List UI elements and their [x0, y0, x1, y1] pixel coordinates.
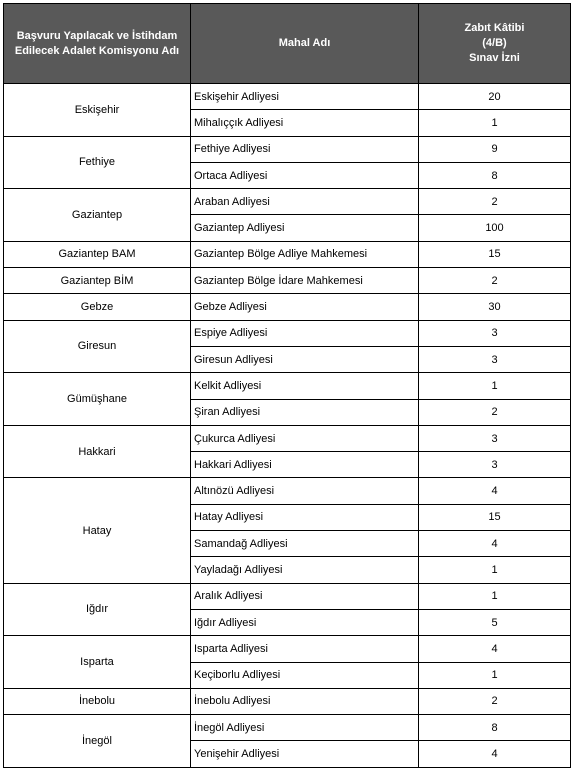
permission-count-cell: 20 [419, 84, 571, 110]
location-cell: Altınözü Adliyesi [191, 478, 419, 504]
location-cell: Gaziantep Adliyesi [191, 215, 419, 241]
permission-count-cell: 3 [419, 452, 571, 478]
table-row [4, 294, 571, 320]
location-cell: Isparta Adliyesi [191, 636, 419, 662]
location-cell: Hatay Adliyesi [191, 504, 419, 530]
permission-count-cell: 15 [419, 241, 571, 267]
location-cell: Fethiye Adliyesi [191, 136, 419, 162]
permission-count-cell: 1 [419, 557, 571, 583]
location-cell: Aralık Adliyesi [191, 583, 419, 609]
location-cell: İnegöl Adliyesi [191, 715, 419, 741]
table-row [4, 688, 571, 714]
location-cell: Yayladağı Adliyesi [191, 557, 419, 583]
permission-count-cell: 1 [419, 583, 571, 609]
table-row [4, 136, 571, 162]
header-permission: Zabıt Kâtibi (4/B) Sınav İzni [419, 4, 571, 84]
permission-count-cell: 4 [419, 741, 571, 767]
commission-cell: Gümüşhane [4, 373, 191, 426]
permission-count-cell: 3 [419, 346, 571, 372]
commission-cell: Hakkari [4, 425, 191, 478]
commission-cell: Gaziantep [4, 189, 191, 242]
location-cell: Espiye Adliyesi [191, 320, 419, 346]
location-cell: Samandağ Adliyesi [191, 531, 419, 557]
table-row [4, 478, 571, 504]
table-row [4, 583, 571, 609]
location-cell: Şiran Adliyesi [191, 399, 419, 425]
location-cell: Yenişehir Adliyesi [191, 741, 419, 767]
table-body [4, 84, 571, 768]
location-cell: Gaziantep Bölge İdare Mahkemesi [191, 268, 419, 294]
permission-count-cell: 1 [419, 373, 571, 399]
location-cell: Araban Adliyesi [191, 189, 419, 215]
permission-count-cell: 2 [419, 268, 571, 294]
commission-cell: Gebze [4, 294, 191, 320]
permission-count-cell: 3 [419, 425, 571, 451]
location-cell: Gebze Adliyesi [191, 294, 419, 320]
commission-cell: İnegöl [4, 715, 191, 768]
permission-count-cell: 15 [419, 504, 571, 530]
table-row [4, 268, 571, 294]
table-row [4, 715, 571, 741]
location-cell: Mihalıççık Adliyesi [191, 110, 419, 136]
commission-cell: Fethiye [4, 136, 191, 189]
location-cell: Eskişehir Adliyesi [191, 84, 419, 110]
exam-permission-table [3, 3, 571, 768]
permission-count-cell: 9 [419, 136, 571, 162]
header-commission: Başvuru Yapılacak ve İstihdam Edilecek Adalet Komisyonu Adı [4, 4, 191, 84]
location-cell: Hakkari Adliyesi [191, 452, 419, 478]
commission-cell: Gaziantep BİM [4, 268, 191, 294]
commission-cell: İnebolu [4, 688, 191, 714]
permission-count-cell: 1 [419, 662, 571, 688]
permission-count-cell: 4 [419, 531, 571, 557]
permission-count-cell: 8 [419, 162, 571, 188]
table-row [4, 320, 571, 346]
permission-count-cell: 1 [419, 110, 571, 136]
commission-cell: Iğdır [4, 583, 191, 636]
permission-count-cell: 2 [419, 189, 571, 215]
location-cell: İnebolu Adliyesi [191, 688, 419, 714]
header-row [4, 4, 571, 84]
location-cell: Ortaca Adliyesi [191, 162, 419, 188]
commission-cell: Gaziantep BAM [4, 241, 191, 267]
permission-count-cell: 2 [419, 688, 571, 714]
location-cell: Keçiborlu Adliyesi [191, 662, 419, 688]
table-row [4, 241, 571, 267]
commission-cell: Giresun [4, 320, 191, 373]
permission-count-cell: 100 [419, 215, 571, 241]
permission-count-cell: 8 [419, 715, 571, 741]
table-row [4, 425, 571, 451]
location-cell: Giresun Adliyesi [191, 346, 419, 372]
table-row [4, 636, 571, 662]
permission-count-cell: 4 [419, 478, 571, 504]
table-row [4, 84, 571, 110]
permission-count-cell: 5 [419, 609, 571, 635]
table-row [4, 189, 571, 215]
table-row [4, 373, 571, 399]
permission-count-cell: 4 [419, 636, 571, 662]
permission-count-cell: 30 [419, 294, 571, 320]
commission-cell: Eskişehir [4, 84, 191, 137]
commission-cell: Hatay [4, 478, 191, 583]
permission-count-cell: 2 [419, 399, 571, 425]
location-cell: Gaziantep Bölge Adliye Mahkemesi [191, 241, 419, 267]
header-location: Mahal Adı [191, 4, 419, 84]
location-cell: Iğdır Adliyesi [191, 609, 419, 635]
table-header [4, 4, 571, 84]
permission-count-cell: 3 [419, 320, 571, 346]
commission-cell: Isparta [4, 636, 191, 689]
location-cell: Çukurca Adliyesi [191, 425, 419, 451]
location-cell: Kelkit Adliyesi [191, 373, 419, 399]
